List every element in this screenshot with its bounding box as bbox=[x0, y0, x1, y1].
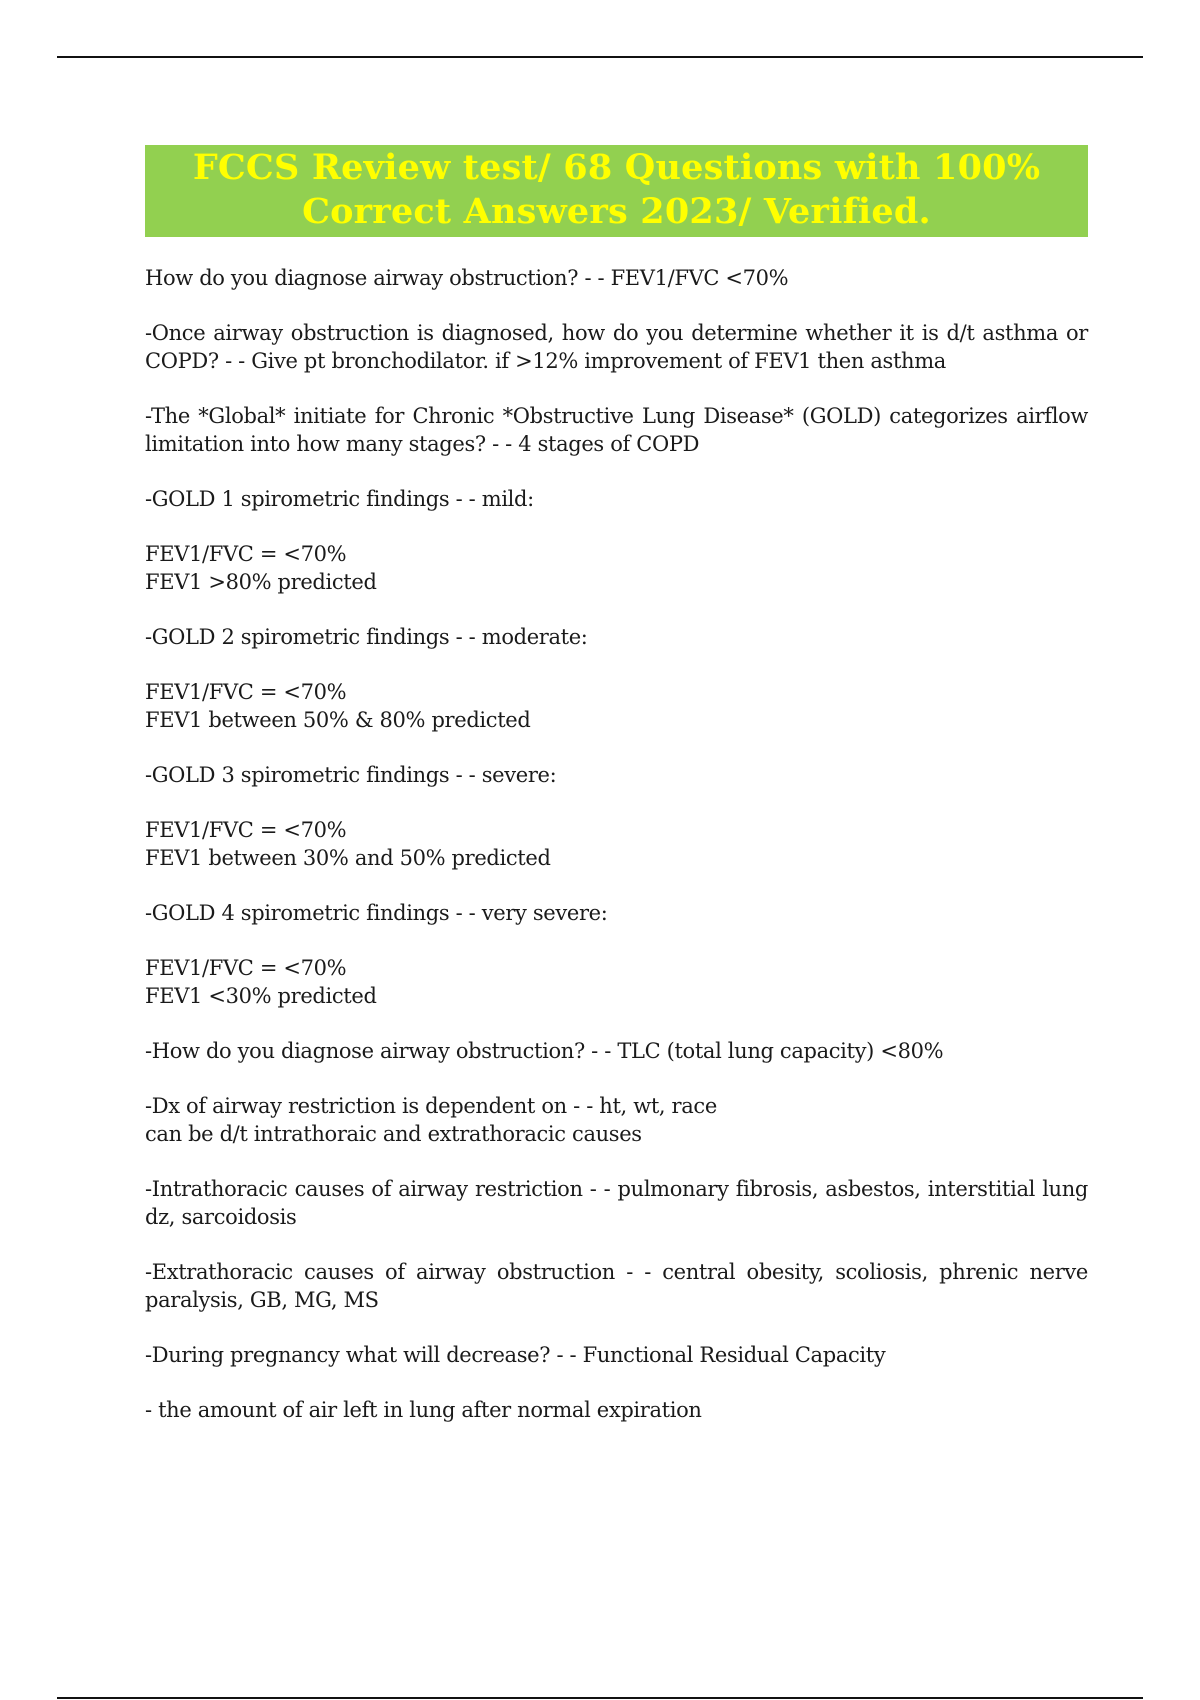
findings-line: FEV1/FVC = <70% bbox=[145, 542, 347, 566]
findings-block bbox=[145, 816, 1088, 872]
qa-paragraph: -How do you diagnose airway obstruction? - - TLC (total lung capacity) <80% bbox=[145, 1039, 944, 1063]
qa-line: -Dx of airway restriction is dependent on - - ht, wt, race bbox=[145, 1094, 717, 1118]
qa-paragraph: -Extrathoracic causes of airway obstruction - - central obesity, scoliosis, phrenic nerve paralysis, GB, MG, MS bbox=[145, 1260, 1088, 1312]
findings-line: FEV1/FVC = <70% bbox=[145, 818, 347, 842]
title-banner bbox=[145, 145, 1088, 237]
findings-line: FEV1 <30% predicted bbox=[145, 984, 377, 1008]
qa-paragraph: -The *Global* initiate for Chronic *Obstructive Lung Disease* (GOLD) categorizes airflow limitation into how many stages? - - 4 stages of COPD bbox=[145, 404, 1088, 456]
findings-line: FEV1 between 30% and 50% predicted bbox=[145, 846, 551, 870]
qa-paragraph: -GOLD 4 spirometric findings - - very severe: bbox=[145, 901, 608, 925]
findings-line: FEV1/FVC = <70% bbox=[145, 680, 347, 704]
bottom-rule bbox=[57, 1697, 1143, 1699]
qa-paragraph bbox=[145, 1092, 1088, 1148]
title-line-2: Correct Answers 2023/ Verified. bbox=[302, 191, 931, 232]
findings-line: FEV1 between 50% & 80% predicted bbox=[145, 708, 531, 732]
document-body bbox=[145, 264, 1088, 1451]
title-line-1: FCCS Review test/ 68 Questions with 100% bbox=[192, 147, 1041, 188]
qa-paragraph: -GOLD 2 spirometric findings - - moderate: bbox=[145, 625, 588, 649]
findings-block bbox=[145, 954, 1088, 1010]
top-rule bbox=[57, 56, 1143, 58]
qa-paragraph: -GOLD 3 spirometric findings - - severe: bbox=[145, 763, 557, 787]
qa-paragraph: -During pregnancy what will decrease? - - Functional Residual Capacity bbox=[145, 1343, 886, 1367]
qa-paragraph: - the amount of air left in lung after normal expiration bbox=[145, 1398, 702, 1422]
findings-block bbox=[145, 540, 1088, 596]
findings-block bbox=[145, 678, 1088, 734]
findings-line: FEV1 >80% predicted bbox=[145, 570, 377, 594]
qa-paragraph: -Intrathoracic causes of airway restriction - - pulmonary fibrosis, asbestos, interstitial lung dz, sarcoidosis bbox=[145, 1177, 1088, 1229]
qa-paragraph: -GOLD 1 spirometric findings - - mild: bbox=[145, 487, 534, 511]
qa-paragraph: How do you diagnose airway obstruction? - - FEV1/FVC <70% bbox=[145, 266, 789, 290]
qa-line: can be d/t intrathoraic and extrathoracic causes bbox=[145, 1122, 642, 1146]
findings-line: FEV1/FVC = <70% bbox=[145, 956, 347, 980]
qa-paragraph: -Once airway obstruction is diagnosed, how do you determine whether it is d/t asthma or COPD? - - Give pt bronchodilator. if >12% improvement of FEV1 then asthma bbox=[145, 321, 1088, 373]
